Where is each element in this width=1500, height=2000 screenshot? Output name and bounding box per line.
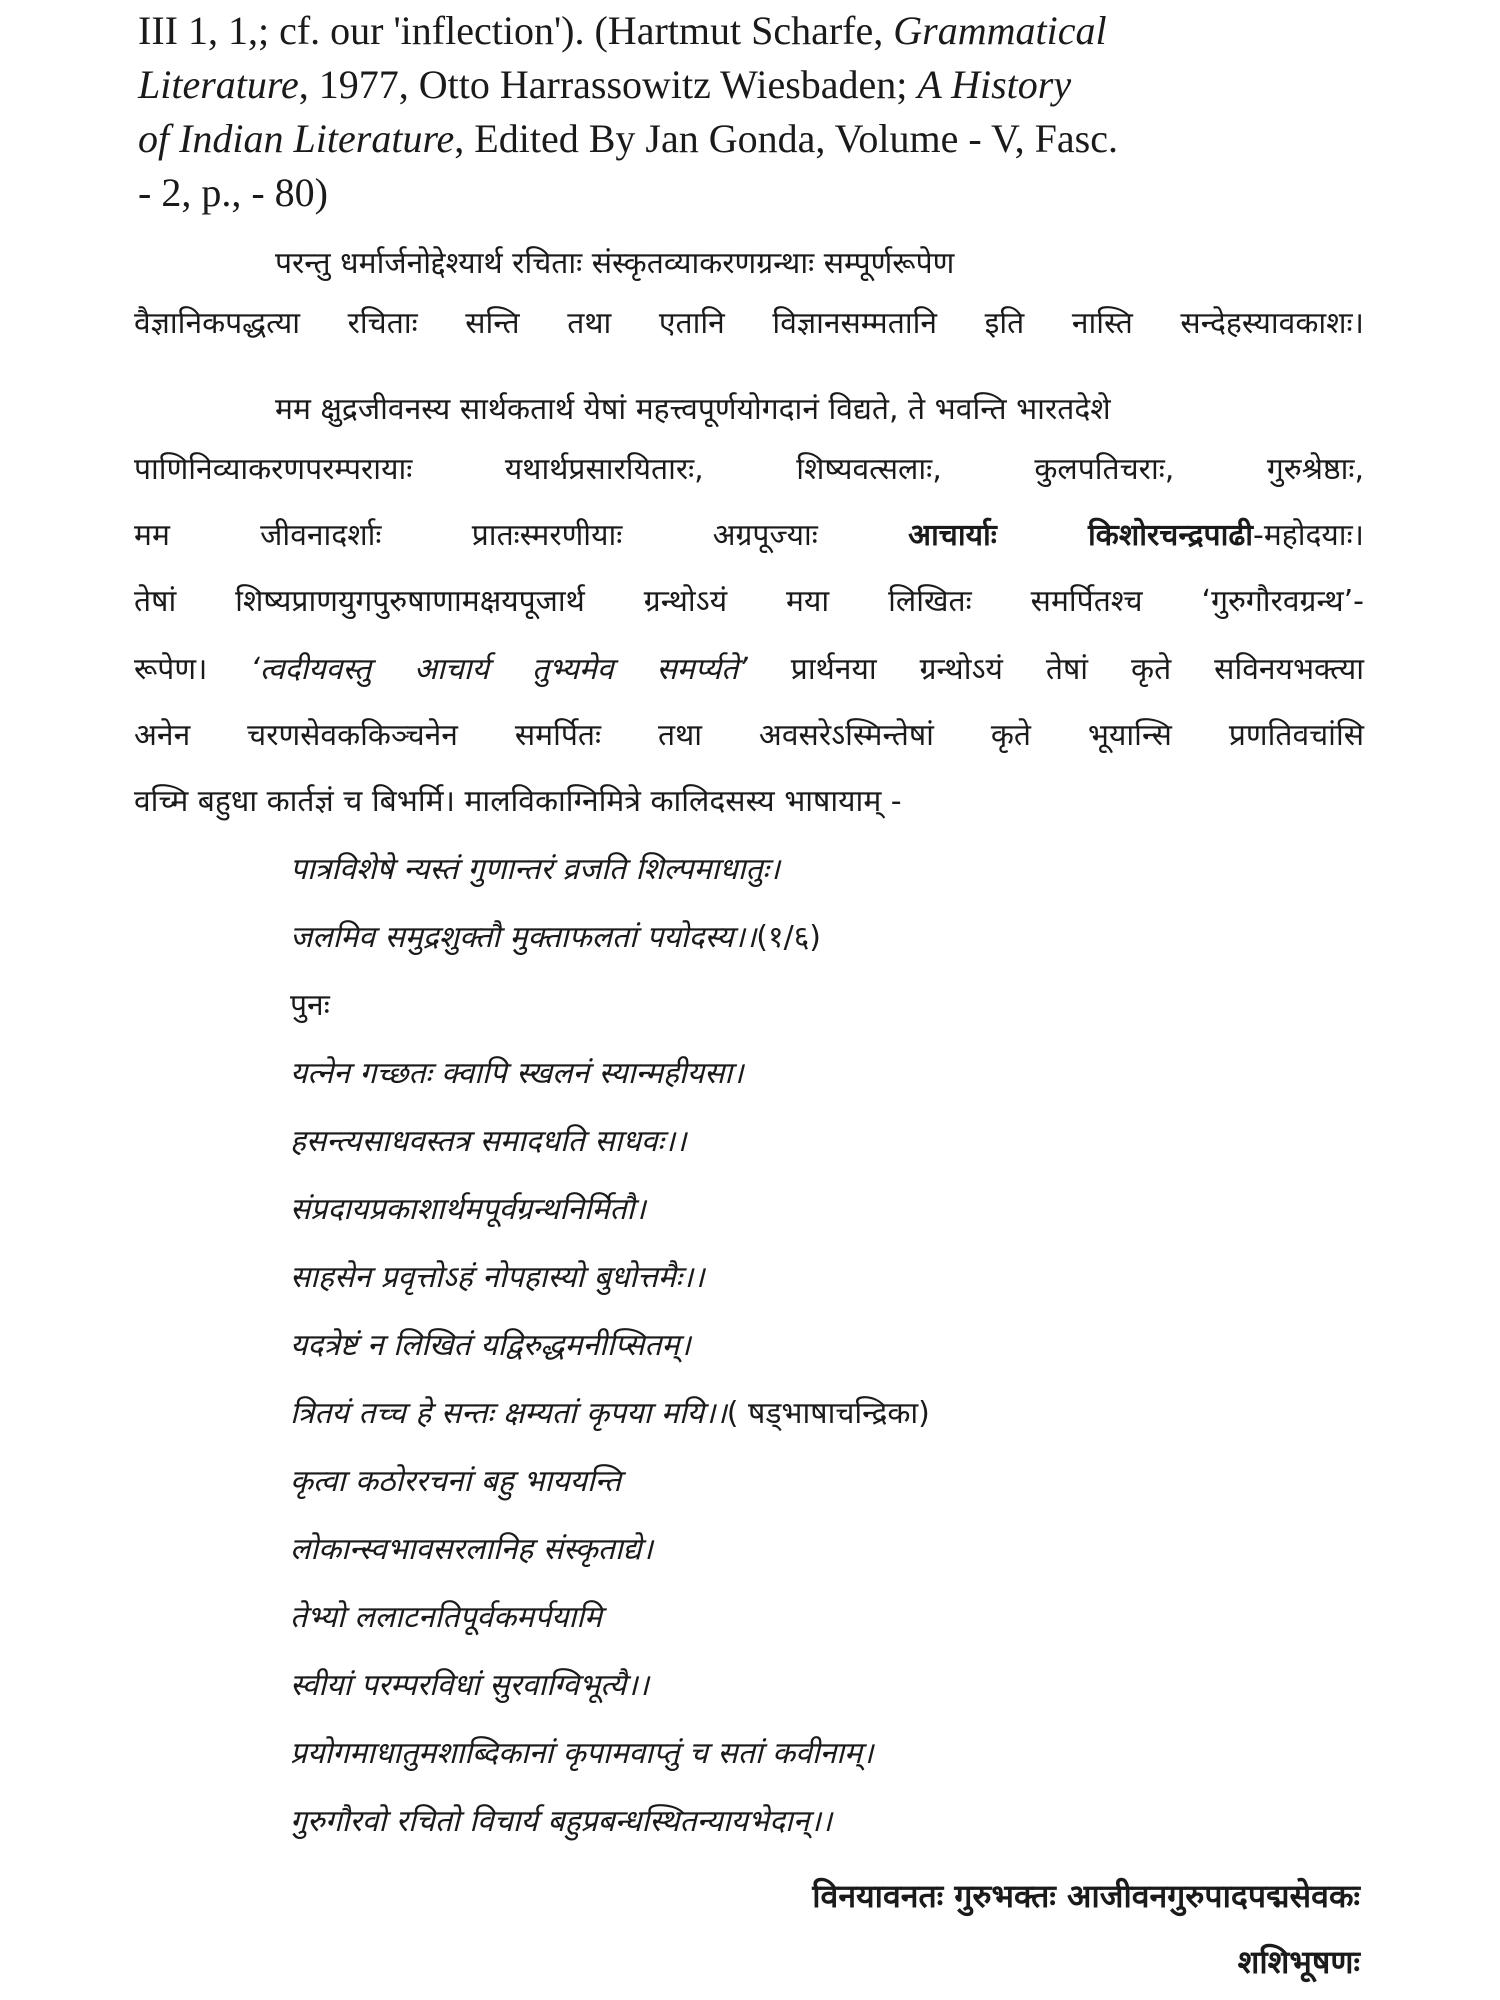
para-text: प्रार्थनया ग्रन्थोऽयं तेषां कृते सविनयभक्त्या bbox=[747, 652, 1364, 687]
para2-line-4: तेषां शिष्यप्राणयुगपुरुषाणामक्षयपूजार्थ ग्रन्थोऽयं मया लिखितः समर्पितश्च ‘गुरुगौरवग्रन्थ’- bbox=[134, 584, 1364, 619]
citation-line-1 bbox=[138, 6, 1368, 56]
para1-line-1: परन्तु धर्मार्जनोद्देश्यार्थ रचिताः संस्कृतव्याकरणग्रन्थाः सम्पूर्णरूपेण bbox=[275, 246, 955, 281]
verse-line: तेभ्यो ललाटनतिपूर्वकमर्पयामि bbox=[290, 1600, 602, 1635]
citation-text: , Edited By Jan Gonda, Volume - V, Fasc. bbox=[454, 116, 1118, 161]
quote-text: जलमिव समुद्रशुक्तौ मुक्ताफलतां पयोदस्य।। bbox=[290, 920, 757, 955]
verse-line: गुरुगौरवो रचितो विचार्य बहुप्रबन्धस्थितन्यायभेदान्।। bbox=[290, 1804, 833, 1839]
verse-line: कृत्वा कठोररचनां बहु भाययन्ति bbox=[290, 1464, 622, 1499]
quote-reference: (१/६) bbox=[756, 920, 821, 955]
citation-title: Grammatical bbox=[893, 8, 1107, 53]
verse-line: हसन्त्यसाधवस्तत्र समादधति साधवः।। bbox=[290, 1124, 687, 1159]
puna-label: पुनः bbox=[290, 988, 330, 1023]
citation-line-4 bbox=[138, 168, 1368, 218]
quoted-prayer: ‘त्वदीयवस्तु आचार्य तुभ्यमेव समर्प्यते’ bbox=[250, 652, 748, 687]
verse-line: साहसेन प्रवृत्तोऽहं नोपहास्यो बुधोत्तमैः।। bbox=[290, 1260, 705, 1295]
verse-source: ( षड्भाषाचन्द्रिका) bbox=[726, 1396, 930, 1431]
citation-line-2 bbox=[138, 60, 1368, 110]
verse-line: प्रयोगमाधातुमशाब्दिकानां कृपामवाप्तुं च सतां कवीनाम्। bbox=[290, 1736, 874, 1771]
citation-title: Literature bbox=[138, 62, 299, 107]
verse-line: यत्नेन गच्छतः क्वापि स्खलनं स्यान्महीयसा। bbox=[290, 1056, 744, 1091]
para2-line-3 bbox=[134, 514, 1364, 558]
signature-line: विनयावनतः गुरुभक्तः आजीवनगुरुपादपद्मसेवकः bbox=[812, 1877, 1360, 1915]
para2-line-2: पाणिनिव्याकरणपरम्परायाः यथार्थप्रसारयितारः, शिष्यवत्सलाः, कुलपतिचराः, गुरुश्रेष्ठाः, bbox=[134, 452, 1364, 487]
verse-line: संप्रदायप्रकाशार्थमपूर्वग्रन्थनिर्मितौ। bbox=[290, 1192, 646, 1227]
para-text: रूपेण। bbox=[134, 652, 251, 687]
para2-line-5 bbox=[134, 648, 1364, 692]
acharya-name: आचार्याः किशोरचन्द्रपाढी bbox=[908, 518, 1254, 553]
signature-name: शशिभूषणः bbox=[1237, 1943, 1360, 1981]
citation-text: - 2, p., - 80) bbox=[138, 170, 328, 215]
verse-line: लोकान्स्वभावसरलानिह संस्कृताद्ये। bbox=[290, 1532, 653, 1567]
verse-text: त्रितयं तच्च हे सन्तः क्षम्यतां कृपया मयि।। bbox=[290, 1396, 727, 1431]
para2-line-6: अनेन चरणसेवककिञ्चनेन समर्पितः तथा अवसरेऽस्मिन्तेषां कृते भूयान्सि प्रणतिवचांसि bbox=[134, 718, 1364, 753]
verse-line: यदत्रेष्टं न लिखितं यद्विरुद्धमनीप्सितम्। bbox=[290, 1328, 691, 1363]
para2-line-7: वच्मि बहुधा कार्तज्ञं च बिभर्मि। मालविकाग्निमित्रे कालिदसस्य भाषायाम् - bbox=[134, 784, 902, 819]
citation-text: , 1977, Otto Harrassowitz Wiesbaden; bbox=[298, 62, 918, 107]
para2-line-1: मम क्षुद्रजीवनस्य सार्थकतार्थ येषां महत्त्वपूर्णयोगदानं विद्यते, ते भवन्ति भारतदेशे bbox=[275, 392, 1111, 427]
citation-text: III 1, 1,; cf. our 'inflection'). (Hartmut Scharfe, bbox=[138, 8, 894, 53]
para-text: मम जीवनादर्शाः प्रातःस्मरणीयाः अग्रपूज्याः bbox=[134, 518, 909, 553]
para-text: -महोदयाः। bbox=[1253, 518, 1365, 553]
verse-line bbox=[290, 1392, 930, 1436]
para1-line-2: वैज्ञानिकपद्धत्या रचिताः सन्ति तथा एतानि विज्ञानसम्मतानि इति नास्ति सन्देहस्यावकाशः। bbox=[134, 306, 1364, 341]
quote-line-2 bbox=[290, 916, 821, 960]
citation-title: of Indian Literature bbox=[138, 116, 455, 161]
quote-line-1: पात्रविशेषे न्यस्तं गुणान्तरं व्रजति शिल्पमाधातुः। bbox=[290, 852, 781, 887]
verse-line: स्वीयां परम्परविधां सुरवाग्विभूत्यै।। bbox=[290, 1668, 650, 1703]
citation-title: A History bbox=[917, 62, 1072, 107]
citation-line-3 bbox=[138, 114, 1368, 164]
